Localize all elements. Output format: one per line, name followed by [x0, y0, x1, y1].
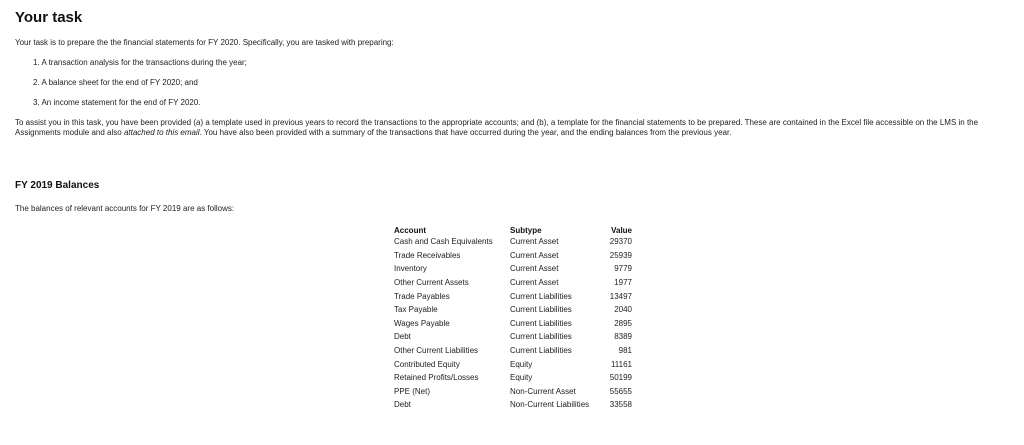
- value-cell: 55655: [609, 386, 632, 396]
- balances-table: [392, 225, 634, 412]
- value-cell: 981: [618, 346, 632, 356]
- intro-paragraph: Your task is to prepare the the financial statements for FY 2020. Specifically, you are tasked with preparing:: [15, 38, 394, 47]
- subtype-cell: Equity: [510, 373, 533, 383]
- header-subtype: Subtype: [510, 225, 542, 235]
- section-intro: The balances of relevant accounts for FY 2019 are as follows:: [15, 204, 235, 213]
- subtype-cell: Current Asset: [510, 250, 559, 260]
- value-cell: 13497: [609, 291, 632, 301]
- assist-paragraph: [15, 118, 1015, 138]
- subtype-cell: Current Liabilities: [510, 318, 572, 328]
- table-row: [392, 317, 634, 331]
- value-cell: 1977: [614, 278, 632, 288]
- table-row: [392, 398, 634, 412]
- value-cell: 50199: [609, 373, 632, 383]
- task-item-1: 1. A transaction analysis for the transactions during the year;: [33, 58, 247, 67]
- subtype-cell: Current Liabilities: [510, 346, 572, 356]
- account-cell: Debt: [394, 332, 411, 342]
- table-row: [392, 235, 634, 249]
- table-row: [392, 276, 634, 290]
- subtype-cell: Current Asset: [510, 264, 559, 274]
- account-cell: Other Current Liabilities: [394, 346, 479, 356]
- subtype-cell: Current Asset: [510, 237, 559, 247]
- assist-emphasis: attached to this email: [123, 128, 200, 137]
- subtype-cell: Non-Current Liabilities: [510, 400, 590, 410]
- task-item-2: 2. A balance sheet for the end of FY 2020; and: [33, 78, 198, 87]
- header-value: Value: [611, 225, 632, 235]
- table-row: [392, 262, 634, 276]
- account-cell: Trade Receivables: [394, 250, 461, 260]
- table-row: [392, 385, 634, 399]
- account-cell: Contributed Equity: [394, 359, 460, 369]
- subtype-cell: Non-Current Asset: [510, 386, 576, 396]
- subtype-cell: Current Liabilities: [510, 332, 572, 342]
- section-title: FY 2019 Balances: [15, 180, 100, 191]
- account-cell: Debt: [394, 400, 411, 410]
- account-cell: Retained Profits/Losses: [394, 373, 479, 383]
- value-cell: 11161: [610, 359, 632, 369]
- value-cell: 25939: [609, 250, 632, 260]
- account-cell: Inventory: [394, 264, 427, 274]
- subtype-cell: Current Asset: [510, 278, 559, 288]
- account-cell: PPE (Net): [394, 386, 431, 396]
- account-cell: Other Current Assets: [394, 278, 469, 288]
- value-cell: 9779: [614, 264, 632, 274]
- table-header-row: [392, 225, 634, 235]
- header-account: Account: [394, 225, 426, 235]
- account-cell: Cash and Cash Equivalents: [394, 237, 493, 247]
- value-cell: 2040: [614, 305, 632, 315]
- table-row: [392, 344, 634, 358]
- assist-text-part2: . You have also been provided with a summary of the transactions that have occurred during the year, and the ending balances from the previous year.: [199, 128, 732, 137]
- assist-text-part1: To assist you in this task, you have been provided (a) a template used in previous years to record the transactions to the appropriate accounts; and (b), a template for the financial statements to be prepared. These are contained in the Excel file accessible on the LMS in the Assignments module and also: [15, 118, 979, 137]
- subtype-cell: Current Liabilities: [510, 291, 572, 301]
- table-row: [392, 249, 634, 263]
- value-cell: 2895: [614, 318, 632, 328]
- value-cell: 8389: [614, 332, 632, 342]
- subtype-cell: Equity: [510, 359, 533, 369]
- subtype-cell: Current Liabilities: [510, 305, 572, 315]
- task-item-3: 3. An income statement for the end of FY 2020.: [33, 98, 201, 107]
- value-cell: 29370: [609, 237, 632, 247]
- account-cell: Tax Payable: [394, 305, 438, 315]
- table-row: [392, 289, 634, 303]
- table-row: [392, 330, 634, 344]
- table-row: [392, 371, 634, 385]
- table-body: [392, 235, 634, 412]
- page-title: Your task: [15, 9, 83, 26]
- account-cell: Wages Payable: [394, 318, 450, 328]
- value-cell: 33558: [609, 400, 632, 410]
- account-cell: Trade Payables: [394, 291, 450, 301]
- table-row: [392, 303, 634, 317]
- table-row: [392, 357, 634, 371]
